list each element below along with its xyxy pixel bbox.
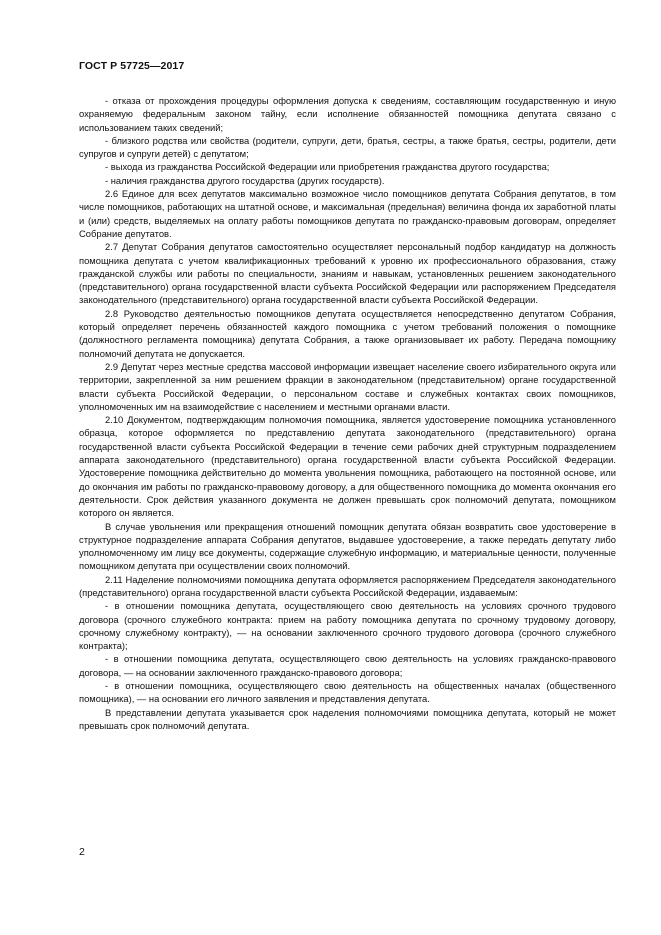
document-body (79, 94, 616, 732)
paragraph: 2.10 Документом, подтверждающим полномочия помощника, является удостоверение помощника установленного образца, которое оформляется по представлению депутата законодательного (представительного) органа государственной власти субъекта Российской Федерации в течение семи рабочих дней структурным подразделением аппарата законодательного (представительного) органа государственной власти субъекта Российской Федерации. Удостоверение помощника действительно до момента увольнения помощника, работающего на постоянной основе, или до окончания им работы по гражданско-правовому договору, а для общественного помощника до момента окончания его деятельности. Срок действия указанного документа не должен превышать срок полномочий депутата, помощником которого он является. (79, 414, 616, 519)
paragraph: - в отношении помощника депутата, осуществляющего свою деятельность на условиях гражданско-правового договора, — на основании заключенного гражданско-правового договора; (79, 653, 616, 678)
standard-designation: ГОСТ Р 57725—2017 (79, 60, 185, 72)
paragraph: 2.6 Единое для всех депутатов максимально возможное число помощников депутата Собрания депутатов, в том числе помощников, работающих на штатной основе, и максимальная (предельная) величина фонда их заработной платы и (или) средств, выделяемых на оплату работы помощников депутата по гражданско-правовым договорам, определяет Собрание депутатов. (79, 188, 616, 239)
page-number: 2 (79, 846, 85, 858)
paragraph: В случае увольнения или прекращения отношений помощник депутата обязан возвратить свое удостоверение в структурное подразделение аппарата Собрания депутатов, выдавшее удостоверение, а также передать депутату либо уполномоченному им лицу все документы, содержащие служебную информацию, и материальные ценности, полученные помощником депутата при осуществлении своих полномочий. (79, 520, 616, 572)
paragraph: 2.7 Депутат Собрания депутатов самостоятельно осуществляет персональный подбор кандидатур на должность помощника депутата с учетом квалификационных требований к уровню их профессионального образования, стажу гражданской службы или работы по специальности, знаниям и навыкам, установленных решением законодательного (представительного) органа государственной власти субъекта Российской Федерации или распоряжением Председателя законодательного (представительного) органа государственной власти субъекта Российской Федерации. (79, 241, 616, 306)
paragraph: - отказа от прохождения процедуры оформления допуска к сведениям, составляющим государственную и иную охраняемую федеральным законом тайну, если исполнение обязанностей помощника депутата связано с использованием таких сведений; (79, 95, 616, 133)
paragraph: - близкого родства или свойства (родители, супруги, дети, братья, сестры, а также братья, сестры, родители, дети супругов и супруги детей) с депутатом; (79, 134, 616, 160)
paragraph: В представлении депутата указывается срок наделения полномочиями помощника депутата, который не может превышать срок полномочий депутата. (79, 706, 616, 731)
paragraph: - в отношении помощника депутата, осуществляющего свою деятельность на условиях срочного трудового договора (срочного служебного контракта: прием на работу помощника депутата по срочному трудовому договору, срочному служебному контракту), — на основании заключенного срочного трудового договора (срочного служебного контракта); (79, 600, 616, 652)
paragraph: 2.8 Руководство деятельностью помощников депутата осуществляется непосредственно депутатом Собрания, который определяет перечень обязанностей каждого помощника с учетом требований положения о помощнике (должностного регламента помощника) депутата Собрания, а также организовывает их работу. Передача помощнику полномочий депутата не допускается. (79, 307, 616, 359)
paragraph: - наличия гражданства другого государства (других государств). (105, 174, 385, 186)
paragraph: - в отношении помощника, осуществляющего свою деятельность на общественных началах (общественного помощника), — на основании его личного заявления и представления депутата. (79, 680, 616, 705)
paragraph: 2.9 Депутат через местные средства массовой информации извещает население своего избирательного округа или территории, закрепленной за ним решением фракции в законодательном (представительном) органе государственной власти субъекта Российской Федерации, о персональном составе и служебных контактах своих помощников, уполномоченных им на взаимодействие с населением и местными органами власти. (79, 360, 616, 412)
paragraph: - выхода из гражданства Российской Федерации или приобретения гражданства другого государства; (105, 161, 550, 173)
paragraph: 2.11 Наделение полномочиями помощника депутата оформляется распоряжением Председателя законодательного (представительного) органа государственной власти субъекта Российской Федерации, издаваемым: (79, 573, 616, 598)
